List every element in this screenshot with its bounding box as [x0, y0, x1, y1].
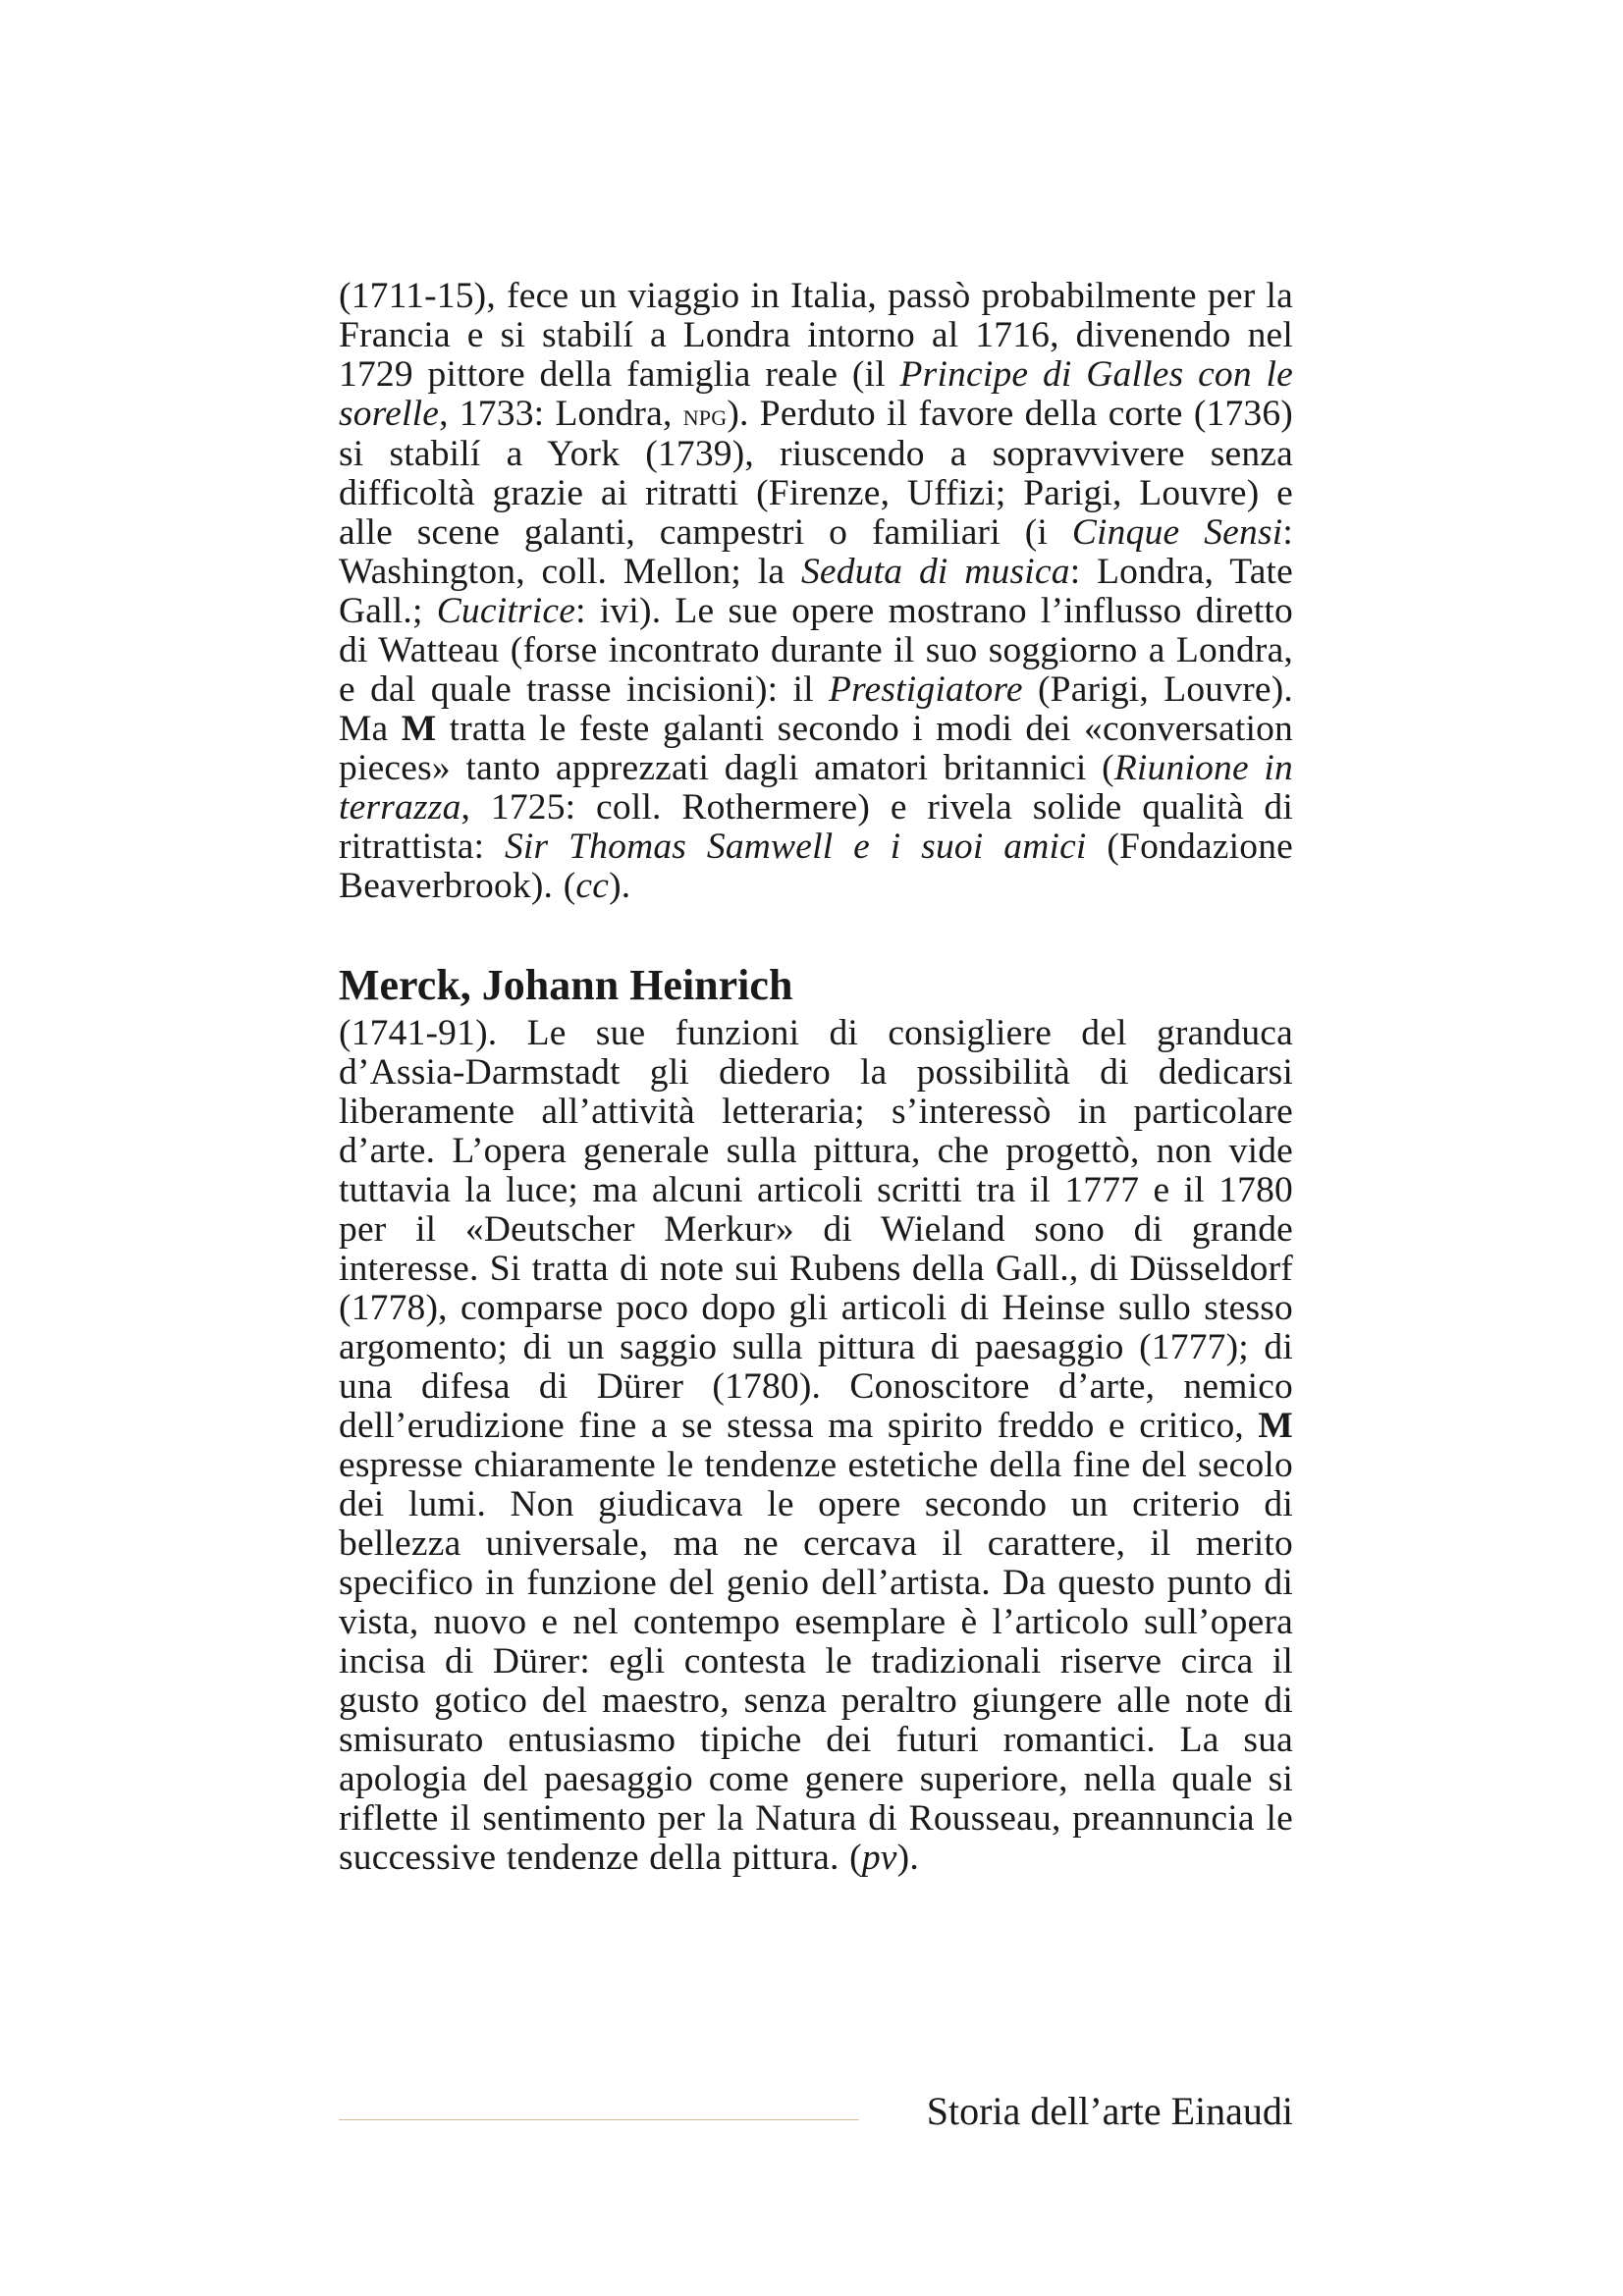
- artwork-title: Cinque Sensi: [1071, 512, 1283, 553]
- entry-title: Merck, Johann Heinrich: [339, 961, 793, 1009]
- subject-initial: M: [401, 709, 437, 749]
- footer-divider: [339, 2119, 859, 2120]
- page-footer: [339, 2087, 1293, 2136]
- entry-text: (1741-91). Le sue funzioni di consigliere del granduca d’Assia-Darmstadt gli diedero la possibilità di dedicarsi liberamente all’attività letteraria; s’interessò in particolare d’arte. L’opera generale sulla pittura, che progettò, non vide tuttavia la luce; ma alcuni articoli scritti tra il 1777 e il 1780 per il «Deutscher Merkur» di Wieland sono di grande interesse. Si tratta di note sui Rubens della Gall., di Düsseldorf (1778), comparse poco dopo gli articoli di Heinse sullo stesso argomento; di un saggio sulla pittura di paesaggio (1777); di una difesa di Dürer (1780). Conoscitore d’arte, nemico dell’erudizione fine a se stessa ma spirito freddo e critico, M espresse chiaramente le tendenze estetiche della fine del secolo dei lumi. Non giudicava le opere secondo un criterio di bellezza universale, ma ne cercava il carattere, il merito specifico in funzione del genio dell’artista. Da questo punto di vista, nuovo e nel contempo esemplare è l’articolo sull’opera incisa di Dürer: egli contesta le tradizionali riserve circa il gusto gotico del maestro, senza peraltro giungere alle note di smisurato entusiasmo tipiche dei futuri romantici. La sua apologia del paesaggio come genere superiore, nella quale si riflette il sentimento per la Natura di Rousseau, preannuncia le successive tendenze della pittura. (pv).: [339, 1013, 1293, 1878]
- artwork-title: Cucitrice: [436, 591, 576, 631]
- subject-initial: M: [1258, 1406, 1293, 1446]
- author-initials: pv: [861, 1838, 897, 1878]
- artwork-title: Sir Thomas Samwell e i suoi amici: [504, 827, 1087, 867]
- artwork-title: Riunione in terrazza: [339, 748, 1293, 828]
- artwork-title: Principe di Galles con le sorelle: [339, 354, 1293, 434]
- artwork-title: Prestigiatore: [829, 669, 1023, 710]
- author-initials: cc: [575, 866, 610, 906]
- footer-publication-title: Storia dell’arte Einaudi: [926, 2089, 1293, 2133]
- artwork-title: Seduta di musica: [800, 552, 1070, 592]
- page-body: [339, 277, 1293, 1878]
- collection-abbreviation: npg: [682, 398, 728, 432]
- article-continuation-text: (1711-15), fece un viaggio in Italia, passò probabilmente per la Francia e si stabilí a Londra intorno al 1716, divenendo nel 1729 pittore della famiglia reale (il Principe di Galles con le sorelle, 1733: Londra, npg). Perduto il favore della corte (1736) si stabilí a York (1739), riuscendo a sopravvivere senza difficoltà grazie ai ritratti (Firenze, Uffizi; Parigi, Louvre) e alle scene galanti, campestri o familiari (i Cinque Sensi: Washington, coll. Mellon; la Seduta di musica: Londra, Tate Gall.; Cucitrice: ivi). Le sue opere mostrano l’influsso diretto di Watteau (forse incontrato durante il suo soggiorno a Londra, e dal quale trasse incisioni): il Prestigiatore (Parigi, Louvre). Ma M tratta le feste galanti secondo i modi dei «conversation pieces» tanto apprezzati dagli amatori britannici (Riunione in terrazza, 1725: coll. Rothermere) e rivela solide qualità di ritrattista: Sir Thomas Samwell e i suoi amici (Fondazione Beaverbrook). (cc).: [339, 276, 1294, 906]
